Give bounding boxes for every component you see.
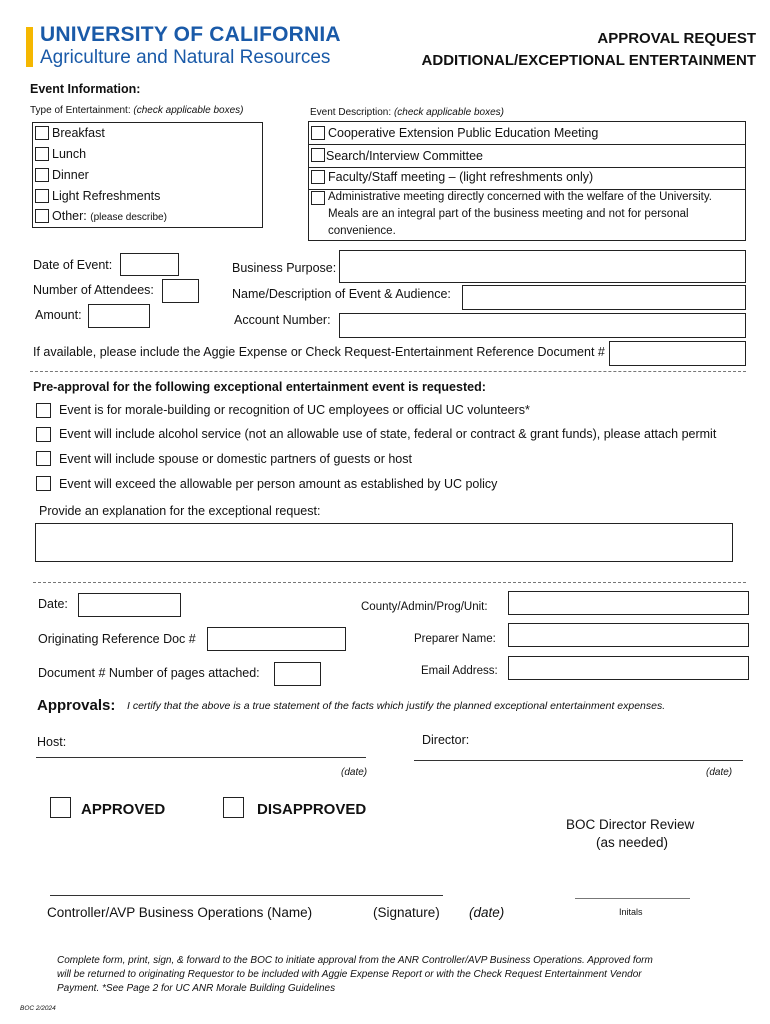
footer-line3: Payment. *See Page 2 for UC ANR Morale Building Guidelines (57, 983, 336, 994)
controller-date-label: (date) (469, 905, 505, 920)
date-label: Date: (38, 597, 68, 611)
host-signature-line (36, 757, 366, 758)
attendees-input[interactable] (162, 279, 199, 303)
type-label: Type of Entertainment: (check applicable boxes) (30, 105, 244, 116)
director-label: Director: (422, 733, 470, 747)
orig-ref-input[interactable] (207, 627, 346, 651)
director-date-label: (date) (706, 767, 733, 778)
controller-signature-line (50, 895, 443, 896)
business-purpose-label: Business Purpose: (232, 261, 337, 275)
host-date-label: (date) (341, 767, 368, 778)
desc-coop-extension: Cooperative Extension Public Education Meeting (328, 126, 599, 140)
desc-admin-meeting-3: convenience. (328, 225, 396, 237)
desc-faculty-meeting: Faculty/Staff meeting – (light refreshments only) (328, 170, 594, 184)
breakfast-checkbox[interactable] (35, 126, 49, 140)
date-input[interactable] (78, 593, 181, 617)
explanation-input[interactable] (35, 523, 733, 562)
form-code: BOC 2/2024 (20, 1005, 56, 1012)
email-input[interactable] (508, 656, 749, 680)
divider-2 (33, 582, 746, 583)
preapproval-morale: Event is for morale-building or recognition of UC employees or official UC volunteers* (59, 403, 530, 417)
preapproval-exceed: Event will exceed the allowable per person amount as established by UC policy (59, 477, 498, 491)
preparer-input[interactable] (508, 623, 749, 647)
lunch-checkbox[interactable] (35, 147, 49, 161)
doc-pages-input[interactable] (274, 662, 321, 686)
disapproved-checkbox[interactable] (223, 797, 244, 818)
desc-search-committee: Search/Interview Committee (326, 149, 484, 163)
coop-extension-checkbox[interactable] (311, 126, 325, 140)
date-of-event-label: Date of Event: (33, 258, 113, 272)
boc-review-note: (as needed) (596, 835, 669, 850)
director-signature-line (414, 760, 743, 761)
faculty-meeting-checkbox[interactable] (311, 170, 325, 184)
initials-label: Initals (619, 907, 643, 917)
logo-line2: Agriculture and Natural Resources (40, 47, 331, 68)
type-lunch: Lunch (52, 147, 87, 161)
form-title-line2: ADDITIONAL/EXCEPTIONAL ENTERTAINMENT (421, 52, 756, 69)
email-label: Email Address: (421, 665, 498, 677)
search-committee-checkbox[interactable] (311, 148, 325, 162)
light-refreshments-checkbox[interactable] (35, 189, 49, 203)
preapproval-spouse: Event will include spouse or domestic partners of guests or host (59, 452, 412, 466)
doc-pages-label: Document # Number of pages attached: (38, 666, 260, 680)
approvals-heading: Approvals: (37, 697, 116, 714)
divider-1 (30, 371, 746, 372)
county-label: County/Admin/Prog/Unit: (361, 601, 488, 613)
ref-doc-label: If available, please include the Aggie Expense or Check Request-Entertainment Reference Document # (33, 345, 605, 359)
attendees-label: Number of Attendees: (33, 283, 154, 297)
dinner-checkbox[interactable] (35, 168, 49, 182)
county-input[interactable] (508, 591, 749, 615)
signature-label: (Signature) (373, 905, 440, 920)
type-light-refreshments: Light Refreshments (52, 189, 161, 203)
preparer-label: Preparer Name: (414, 633, 496, 645)
other-checkbox[interactable] (35, 209, 49, 223)
logo-bar (26, 27, 33, 67)
name-description-input[interactable] (462, 285, 746, 310)
desc-admin-meeting-1: Administrative meeting directly concerned with the welfare of the University. (328, 191, 712, 203)
event-info-heading: Event Information: (30, 82, 141, 96)
logo-line1: UNIVERSITY OF CALIFORNIA (40, 23, 341, 46)
name-description-label: Name/Description of Event & Audience: (232, 287, 451, 301)
footer-line2: will be returned to originating Requestor to be included with Aggie Expense Report or with the Check Request Entertainment Vendor (57, 969, 642, 980)
explanation-label: Provide an explanation for the exceptional request: (39, 504, 321, 518)
business-purpose-input[interactable] (339, 250, 746, 283)
initials-line (575, 898, 690, 899)
spouse-checkbox[interactable] (36, 451, 51, 466)
amount-label: Amount: (35, 308, 82, 322)
controller-name-label: Controller/AVP Business Operations (Name) (47, 905, 313, 920)
exceed-amount-checkbox[interactable] (36, 476, 51, 491)
type-breakfast: Breakfast (52, 126, 105, 140)
orig-ref-label: Originating Reference Doc # (38, 632, 196, 646)
disapproved-label: DISAPPROVED (257, 801, 367, 818)
morale-checkbox[interactable] (36, 403, 51, 418)
account-number-label: Account Number: (234, 313, 331, 327)
amount-input[interactable] (88, 304, 150, 328)
date-of-event-input[interactable] (120, 253, 179, 276)
host-label: Host: (37, 735, 67, 749)
approved-label: APPROVED (81, 801, 166, 818)
ref-doc-input[interactable] (609, 341, 746, 366)
preapproval-heading: Pre-approval for the following exceptional entertainment event is requested: (33, 380, 486, 394)
approved-checkbox[interactable] (50, 797, 71, 818)
account-number-input[interactable] (339, 313, 746, 338)
type-dinner: Dinner (52, 168, 89, 182)
desc-label: Event Description: (check applicable boxes) (310, 107, 504, 118)
form-title-line1: APPROVAL REQUEST (597, 30, 756, 47)
footer-line1: Complete form, print, sign, & forward to the BOC to initiate approval from the ANR Controller/AVP Business Operations. Approved form (57, 955, 653, 966)
desc-admin-meeting-2: Meals are an integral part of the business meeting and not for personal (328, 208, 689, 220)
admin-meeting-checkbox[interactable] (311, 191, 325, 205)
certify-statement: I certify that the above is a true statement of the facts which justify the planned exceptional entertainment expenses. (127, 700, 666, 712)
preapproval-alcohol: Event will include alcohol service (not an allowable use of state, federal or contract & grant funds), please attach permit (59, 427, 717, 441)
alcohol-checkbox[interactable] (36, 427, 51, 442)
type-other: Other: (please describe) (52, 209, 167, 223)
boc-review-label: BOC Director Review (566, 817, 695, 832)
